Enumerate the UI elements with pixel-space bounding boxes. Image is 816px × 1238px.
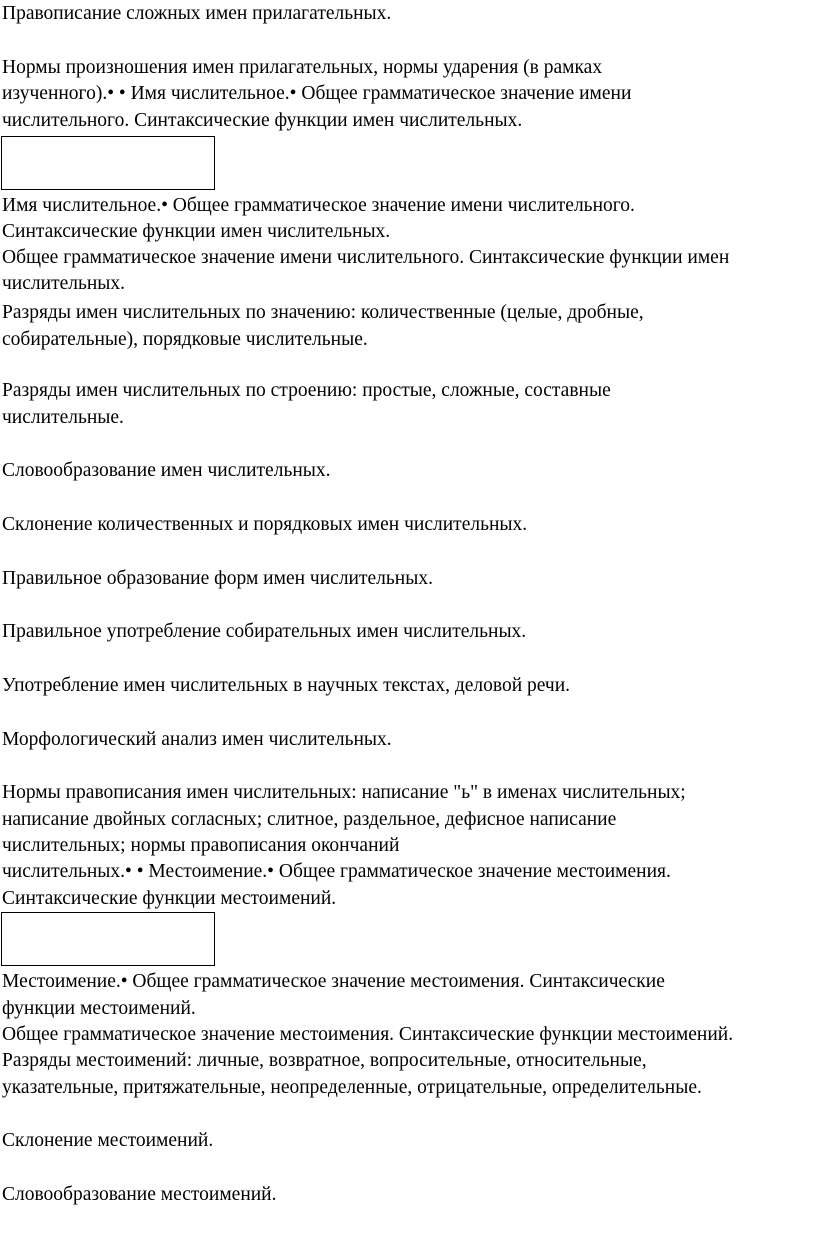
- text-line: числительных.: [2, 273, 126, 294]
- text-line: написание двойных согласных; слитное, раздельное, дефисное написание: [2, 809, 617, 830]
- text-line: Нормы правописания имен числительных: написание "ь" в именах числительных;: [2, 782, 686, 803]
- text-line: Словообразование имен числительных.: [2, 460, 331, 481]
- text-line: Морфологический анализ имен числительных.: [2, 729, 392, 750]
- text-line: функции местоимений.: [2, 998, 196, 1019]
- text-line: Правописание сложных имен прилагательных.: [2, 3, 392, 24]
- text-line: Склонение местоимений.: [2, 1130, 214, 1151]
- text-line: Разряды имен числительных по строению: простые, сложные, составные: [2, 380, 611, 401]
- text-line: Склонение количественных и порядковых имен числительных.: [2, 514, 528, 535]
- empty-image-placeholder: [1, 912, 215, 966]
- text-line: Общее грамматическое значение имени числительного. Синтаксические функции имен: [2, 247, 730, 268]
- text-line: Местоимение.• Общее грамматическое значение местоимения. Синтаксические: [2, 971, 665, 992]
- text-line: Общее грамматическое значение местоимения. Синтаксические функции местоимений.: [2, 1024, 734, 1045]
- text-line: Синтаксические функции местоимений.: [2, 888, 337, 909]
- text-line: собирательные), порядковые числительные.: [2, 329, 368, 350]
- text-line: указательные, притяжательные, неопределенные, отрицательные, определительные.: [2, 1077, 702, 1098]
- text-line: Разряды имен числительных по значению: количественные (целые, дробные,: [2, 302, 644, 323]
- text-line: числительных; нормы правописания окончаний: [2, 835, 400, 856]
- text-line: изученного).• • Имя числительное.• Общее грамматическое значение имени: [2, 83, 632, 104]
- text-line: числительного. Синтаксические функции имен числительных.: [2, 110, 523, 131]
- text-line: Употребление имен числительных в научных текстах, деловой речи.: [2, 675, 571, 696]
- text-line: числительные.: [2, 407, 124, 428]
- text-line: Разряды местоимений: личные, возвратное, вопросительные, относительные,: [2, 1050, 647, 1071]
- text-line: Правильное употребление собирательных имен числительных.: [2, 621, 527, 642]
- text-line: Нормы произношения имен прилагательных, нормы ударения (в рамках: [2, 57, 603, 78]
- text-line: числительных.• • Местоимение.• Общее грамматическое значение местоимения.: [2, 861, 671, 882]
- text-line: Словообразование местоимений.: [2, 1184, 277, 1205]
- text-line: Имя числительное.• Общее грамматическое значение имени числительного.: [2, 195, 635, 216]
- text-line: Правильное образование форм имен числительных.: [2, 568, 433, 589]
- text-line: Синтаксические функции имен числительных.: [2, 221, 391, 242]
- empty-image-placeholder: [1, 136, 215, 190]
